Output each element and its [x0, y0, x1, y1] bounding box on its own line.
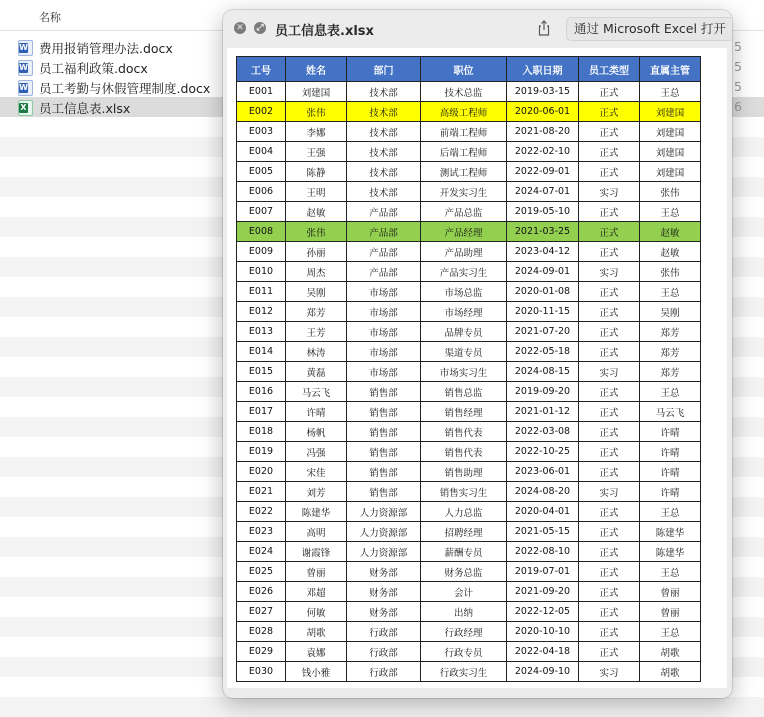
table-cell: 赵敏: [640, 242, 701, 262]
table-cell: 王总: [640, 82, 701, 102]
table-cell: 钱小雅: [286, 662, 347, 682]
table-cell: 郑芳: [640, 342, 701, 362]
table-cell: 2021-08-20: [507, 122, 579, 142]
table-cell: 2021-07-20: [507, 322, 579, 342]
file-size: 5: [734, 39, 742, 54]
table-cell: E021: [237, 482, 286, 502]
table-cell: E027: [237, 602, 286, 622]
table-cell: E008: [237, 222, 286, 242]
table-cell: 实习: [579, 362, 640, 382]
table-cell: E013: [237, 322, 286, 342]
table-cell: 2022-10-25: [507, 442, 579, 462]
table-cell: 陈建华: [640, 542, 701, 562]
table-cell: E015: [237, 362, 286, 382]
table-cell: 行政经理: [421, 622, 507, 642]
table-cell: 王总: [640, 562, 701, 582]
column-header-name[interactable]: 名称: [39, 11, 61, 24]
table-cell: E009: [237, 242, 286, 262]
excel-file-icon: X: [18, 100, 33, 116]
table-cell: 市场实习生: [421, 362, 507, 382]
table-cell: 正式: [579, 442, 640, 462]
table-cell: 郑芳: [286, 302, 347, 322]
table-cell: 人力资源部: [347, 522, 421, 542]
table-row: [237, 222, 701, 242]
table-cell: 行政专员: [421, 642, 507, 662]
table-cell: 测试工程师: [421, 162, 507, 182]
table-cell: 市场部: [347, 322, 421, 342]
table-row: [237, 522, 701, 542]
table-row: [237, 502, 701, 522]
table-cell: 袁娜: [286, 642, 347, 662]
table-cell: 陈建华: [286, 502, 347, 522]
table-cell: 销售部: [347, 422, 421, 442]
table-row: [237, 162, 701, 182]
fullscreen-icon[interactable]: ⤢: [254, 22, 266, 34]
file-name: 员工信息表.xlsx: [39, 101, 131, 116]
table-cell: 产品部: [347, 202, 421, 222]
table-cell: 技术部: [347, 142, 421, 162]
table-cell: 正式: [579, 422, 640, 442]
table-cell: E022: [237, 502, 286, 522]
table-row: [237, 82, 701, 102]
table-row: [237, 142, 701, 162]
table-cell: 李娜: [286, 122, 347, 142]
table-row: [237, 242, 701, 262]
table-cell: 张伟: [286, 222, 347, 242]
table-cell: 胡歌: [640, 662, 701, 682]
table-cell: 正式: [579, 582, 640, 602]
table-cell: 王芳: [286, 322, 347, 342]
table-cell: 宋佳: [286, 462, 347, 482]
table-cell: 开发实习生: [421, 182, 507, 202]
table-cell: 正式: [579, 282, 640, 302]
table-cell: 正式: [579, 522, 640, 542]
table-cell: 王总: [640, 202, 701, 222]
table-cell: 人力资源部: [347, 542, 421, 562]
table-cell: 邓超: [286, 582, 347, 602]
table-cell: 2021-09-20: [507, 582, 579, 602]
table-cell: 销售部: [347, 382, 421, 402]
table-row: [237, 582, 701, 602]
share-icon[interactable]: [537, 20, 551, 36]
table-row: [237, 342, 701, 362]
table-cell: 2022-04-18: [507, 642, 579, 662]
table-cell: E017: [237, 402, 286, 422]
table-cell: 薪酬专员: [421, 542, 507, 562]
table-cell: E025: [237, 562, 286, 582]
column-header-cell: 员工类型: [579, 57, 640, 82]
table-cell: E028: [237, 622, 286, 642]
column-header-cell: 姓名: [286, 57, 347, 82]
table-row: [237, 102, 701, 122]
table-row: [237, 642, 701, 662]
table-cell: 市场部: [347, 282, 421, 302]
table-cell: E018: [237, 422, 286, 442]
table-row: [237, 442, 701, 462]
table-cell: 正式: [579, 322, 640, 342]
table-cell: 许晴: [640, 422, 701, 442]
table-cell: 2022-03-08: [507, 422, 579, 442]
table-cell: 胡歌: [640, 642, 701, 662]
column-header-cell: 职位: [421, 57, 507, 82]
table-row: [237, 322, 701, 342]
table-cell: 市场部: [347, 342, 421, 362]
table-cell: E002: [237, 102, 286, 122]
table-cell: 高级工程师: [421, 102, 507, 122]
table-cell: 财务部: [347, 562, 421, 582]
table-cell: 产品助理: [421, 242, 507, 262]
table-cell: 技术部: [347, 122, 421, 142]
table-row: [237, 602, 701, 622]
table-cell: 销售部: [347, 402, 421, 422]
table-header-row: [237, 57, 701, 82]
table-cell: 王总: [640, 502, 701, 522]
table-cell: 销售部: [347, 442, 421, 462]
quicklook-title: 员工信息表.xlsx: [275, 24, 374, 39]
table-cell: 实习: [579, 262, 640, 282]
table-cell: 人力资源部: [347, 502, 421, 522]
table-row: [237, 202, 701, 222]
table-cell: 许晴: [640, 482, 701, 502]
file-size: 5: [734, 79, 742, 94]
table-row: [237, 542, 701, 562]
table-cell: 2019-03-15: [507, 82, 579, 102]
table-cell: 销售总监: [421, 382, 507, 402]
table-cell: E003: [237, 122, 286, 142]
table-cell: E020: [237, 462, 286, 482]
table-cell: 冯强: [286, 442, 347, 462]
table-cell: 王总: [640, 382, 701, 402]
table-cell: 2024-07-01: [507, 182, 579, 202]
table-cell: E006: [237, 182, 286, 202]
table-cell: 正式: [579, 402, 640, 422]
table-row: [237, 402, 701, 422]
close-icon[interactable]: ✕: [234, 22, 246, 34]
table-cell: 周杰: [286, 262, 347, 282]
table-row: [237, 302, 701, 322]
column-header-cell: 直属主管: [640, 57, 701, 82]
table-cell: 销售部: [347, 482, 421, 502]
table-cell: 招聘经理: [421, 522, 507, 542]
table-cell: E010: [237, 262, 286, 282]
table-cell: 市场部: [347, 362, 421, 382]
table-row: [237, 622, 701, 642]
table-cell: 王明: [286, 182, 347, 202]
table-cell: 2024-09-01: [507, 262, 579, 282]
table-cell: 2024-09-10: [507, 662, 579, 682]
table-cell: 正式: [579, 222, 640, 242]
table-cell: 王总: [640, 282, 701, 302]
table-cell: 财务部: [347, 602, 421, 622]
table-cell: 刘芳: [286, 482, 347, 502]
table-cell: 正式: [579, 542, 640, 562]
table-cell: 谢霞锋: [286, 542, 347, 562]
table-cell: 渠道专员: [421, 342, 507, 362]
table-cell: 刘建国: [640, 122, 701, 142]
table-cell: 正式: [579, 342, 640, 362]
table-cell: 市场经理: [421, 302, 507, 322]
file-size: 6: [734, 99, 742, 114]
table-row: [237, 262, 701, 282]
table-cell: E030: [237, 662, 286, 682]
table-body: [237, 82, 701, 682]
table-cell: 销售实习生: [421, 482, 507, 502]
table-row: [237, 562, 701, 582]
table-cell: 正式: [579, 462, 640, 482]
table-cell: 2019-07-01: [507, 562, 579, 582]
file-name: 费用报销管理办法.docx: [39, 41, 173, 56]
table-cell: 正式: [579, 122, 640, 142]
table-cell: E014: [237, 342, 286, 362]
column-header-cell: 入职日期: [507, 57, 579, 82]
table-cell: 2020-11-15: [507, 302, 579, 322]
table-cell: 行政部: [347, 662, 421, 682]
table-cell: 2019-09-20: [507, 382, 579, 402]
table-cell: 王强: [286, 142, 347, 162]
table-cell: 实习: [579, 182, 640, 202]
column-header-cell: 工号: [237, 57, 286, 82]
table-cell: E023: [237, 522, 286, 542]
table-cell: 林涛: [286, 342, 347, 362]
table-cell: 市场部: [347, 302, 421, 322]
table-cell: 正式: [579, 622, 640, 642]
table-cell: 会计: [421, 582, 507, 602]
table-cell: 正式: [579, 102, 640, 122]
table-cell: 正式: [579, 562, 640, 582]
quicklook-panel: [223, 10, 732, 698]
table-cell: 郑芳: [640, 362, 701, 382]
table-cell: E004: [237, 142, 286, 162]
table-cell: 销售代表: [421, 422, 507, 442]
table-cell: 赵敏: [286, 202, 347, 222]
table-cell: 许晴: [640, 442, 701, 462]
table-cell: E007: [237, 202, 286, 222]
employee-table: [236, 56, 701, 682]
table-cell: 2019-05-10: [507, 202, 579, 222]
table-cell: E011: [237, 282, 286, 302]
table-cell: 人力总监: [421, 502, 507, 522]
table-row: [237, 662, 701, 682]
table-cell: 2022-08-10: [507, 542, 579, 562]
table-cell: 刘建国: [286, 82, 347, 102]
word-file-icon: W: [18, 60, 33, 76]
file-name: 员工考勤与休假管理制度.docx: [39, 81, 211, 96]
table-cell: 出纳: [421, 602, 507, 622]
table-cell: 2022-09-01: [507, 162, 579, 182]
table-cell: 2020-04-01: [507, 502, 579, 522]
table-cell: 赵敏: [640, 222, 701, 242]
table-cell: 曾丽: [286, 562, 347, 582]
table-cell: 技术部: [347, 182, 421, 202]
table-cell: 产品经理: [421, 222, 507, 242]
table-cell: 实习: [579, 482, 640, 502]
table-cell: 销售经理: [421, 402, 507, 422]
table-cell: 何敏: [286, 602, 347, 622]
table-cell: 2022-02-10: [507, 142, 579, 162]
table-row: [237, 282, 701, 302]
table-cell: 曾丽: [640, 582, 701, 602]
table-cell: 许晴: [286, 402, 347, 422]
table-cell: 行政部: [347, 622, 421, 642]
table-cell: 张伟: [286, 102, 347, 122]
table-cell: 销售部: [347, 462, 421, 482]
table-cell: 许晴: [640, 462, 701, 482]
table-cell: 刘建国: [640, 102, 701, 122]
table-cell: 前端工程师: [421, 122, 507, 142]
table-row: [237, 382, 701, 402]
table-cell: 2022-12-05: [507, 602, 579, 622]
table-row: [237, 182, 701, 202]
table-cell: 正式: [579, 162, 640, 182]
table-cell: 胡歌: [286, 622, 347, 642]
table-cell: 技术部: [347, 162, 421, 182]
table-cell: 2020-06-01: [507, 102, 579, 122]
table-cell: 高明: [286, 522, 347, 542]
table-cell: 2024-08-15: [507, 362, 579, 382]
table-cell: 曾丽: [640, 602, 701, 622]
table-cell: 王总: [640, 622, 701, 642]
table-cell: 后端工程师: [421, 142, 507, 162]
table-cell: 实习: [579, 662, 640, 682]
file-name: 员工福利政策.docx: [39, 61, 148, 76]
table-cell: 刘建国: [640, 142, 701, 162]
table-cell: 技术总监: [421, 82, 507, 102]
table-cell: E029: [237, 642, 286, 662]
table-cell: 孙丽: [286, 242, 347, 262]
table-row: [237, 482, 701, 502]
table-cell: 行政部: [347, 642, 421, 662]
table-cell: 2024-08-20: [507, 482, 579, 502]
table-cell: 2023-06-01: [507, 462, 579, 482]
table-cell: 陈建华: [640, 522, 701, 542]
word-file-icon: W: [18, 40, 33, 56]
file-size: 5: [734, 59, 742, 74]
table-cell: 产品总监: [421, 202, 507, 222]
table-cell: 财务总监: [421, 562, 507, 582]
table-cell: E026: [237, 582, 286, 602]
column-header-cell: 部门: [347, 57, 421, 82]
table-cell: E001: [237, 82, 286, 102]
table-row: [237, 362, 701, 382]
table-cell: 2022-05-18: [507, 342, 579, 362]
table-cell: 黄磊: [286, 362, 347, 382]
table-cell: 杨帆: [286, 422, 347, 442]
table-row: [237, 462, 701, 482]
table-cell: 2021-03-25: [507, 222, 579, 242]
table-cell: 正式: [579, 242, 640, 262]
table-cell: E012: [237, 302, 286, 322]
table-cell: 正式: [579, 302, 640, 322]
table-cell: 正式: [579, 202, 640, 222]
table-cell: 技术部: [347, 82, 421, 102]
table-cell: 市场总监: [421, 282, 507, 302]
table-cell: 马云飞: [640, 402, 701, 422]
table-cell: 吴刚: [640, 302, 701, 322]
table-cell: 正式: [579, 602, 640, 622]
table-cell: E005: [237, 162, 286, 182]
table-cell: 行政实习生: [421, 662, 507, 682]
table-cell: 张伟: [640, 182, 701, 202]
table-cell: 马云飞: [286, 382, 347, 402]
table-cell: 2020-10-10: [507, 622, 579, 642]
table-cell: E016: [237, 382, 286, 402]
table-cell: 2021-05-15: [507, 522, 579, 542]
word-file-icon: W: [18, 80, 33, 96]
table-cell: 正式: [579, 142, 640, 162]
table-cell: 产品部: [347, 242, 421, 262]
table-cell: 正式: [579, 642, 640, 662]
table-cell: E024: [237, 542, 286, 562]
table-row: [237, 422, 701, 442]
empty-row: [0, 697, 764, 717]
table-cell: 刘建国: [640, 162, 701, 182]
table-cell: 郑芳: [640, 322, 701, 342]
table-cell: 品牌专员: [421, 322, 507, 342]
table-cell: 销售助理: [421, 462, 507, 482]
table-cell: 产品部: [347, 222, 421, 242]
table-cell: 2023-04-12: [507, 242, 579, 262]
table-cell: 吴刚: [286, 282, 347, 302]
table-cell: 张伟: [640, 262, 701, 282]
table-cell: 陈静: [286, 162, 347, 182]
table-cell: 财务部: [347, 582, 421, 602]
table-cell: E019: [237, 442, 286, 462]
table-cell: 2020-01-08: [507, 282, 579, 302]
table-cell: 产品部: [347, 262, 421, 282]
table-cell: 产品实习生: [421, 262, 507, 282]
table-cell: 正式: [579, 382, 640, 402]
table-cell: 2021-01-12: [507, 402, 579, 422]
spreadsheet-preview: [227, 48, 727, 688]
table-cell: 正式: [579, 82, 640, 102]
table-cell: 技术部: [347, 102, 421, 122]
table-row: [237, 122, 701, 142]
table-cell: 销售代表: [421, 442, 507, 462]
table-cell: 正式: [579, 502, 640, 522]
open-with-excel-button[interactable]: 通过 Microsoft Excel 打开: [566, 17, 732, 41]
quicklook-toolbar: [223, 10, 732, 48]
